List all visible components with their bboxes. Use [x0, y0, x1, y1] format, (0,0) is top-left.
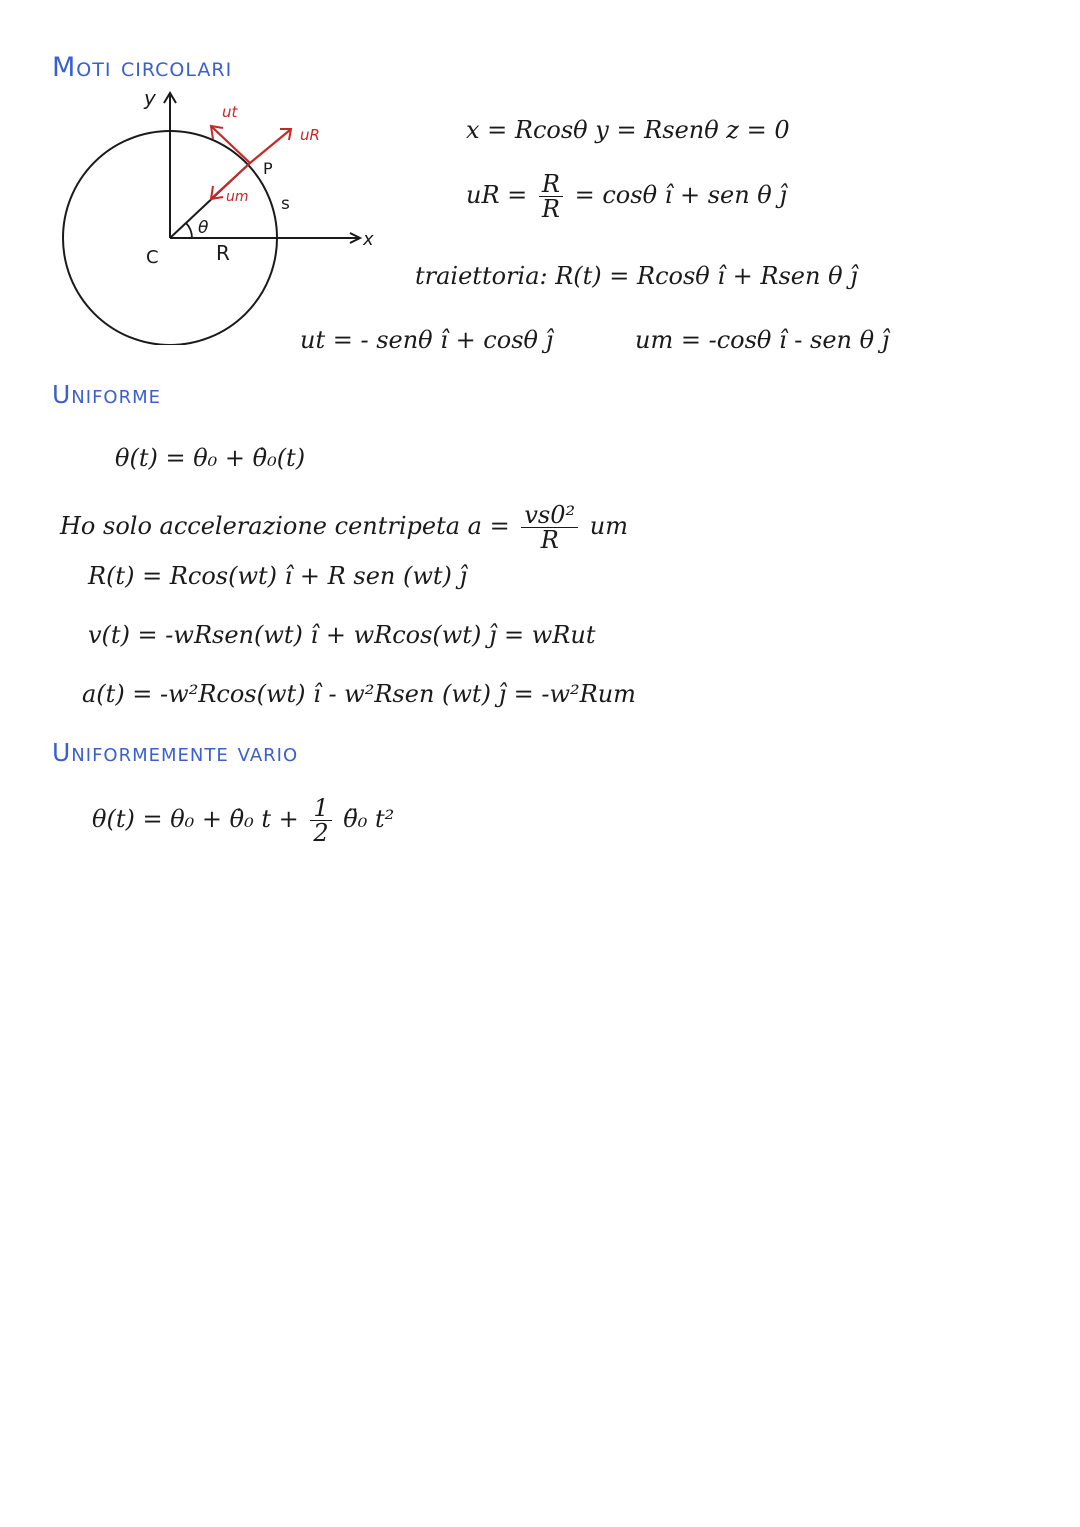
trajectory-equation: traiettoria: R(t) = Rcosθ î + Rsen θ ĵ [415, 262, 858, 290]
um-equation: um = -cosθ î - sen θ ĵ [635, 326, 890, 354]
label-p: P [263, 159, 273, 178]
label-ur: uR [300, 126, 320, 144]
ut-equation: ut = - senθ î + cosθ ĵ [300, 326, 554, 354]
section-uniforme: Uniforme [52, 380, 162, 409]
circle-diagram [60, 85, 400, 345]
label-y: y [144, 86, 156, 110]
label-theta: θ [198, 218, 209, 238]
label-x: x [363, 229, 374, 250]
label-s: s [281, 194, 290, 214]
label-r: R [216, 241, 230, 265]
accel-fraction-den: R [540, 526, 559, 554]
position-uniform-equation: R(t) = Rcos(wt) î + R sen (wt) ĵ [88, 562, 467, 590]
section-vario: Uniformemente vario [52, 738, 299, 767]
label-ut: ut [222, 103, 238, 121]
half-fraction [310, 796, 331, 845]
theta-varied-rhs: θ̈₀ t² [343, 805, 395, 833]
acceleration-uniform-equation: a(t) = -w²Rcos(wt) î - w²Rsen (wt) ĵ = -w²Rum [82, 680, 636, 708]
coordinates-equation: x = Rcosθ y = Rsenθ z = 0 [466, 116, 790, 144]
theta-arc [186, 223, 192, 238]
centripetal-acceleration-line [60, 503, 628, 552]
accel-unit: um [589, 512, 628, 540]
ur-lhs: uR = [466, 181, 528, 209]
accel-fraction [521, 503, 578, 552]
half-fraction-den: 2 [313, 819, 329, 847]
theta-varied-lhs: θ(t) = θ₀ + θ̇₀ t + [92, 805, 299, 833]
accel-text: Ho solo accelerazione centripeta a = [60, 512, 510, 540]
half-fraction-num: 1 [310, 796, 331, 821]
label-um: um [226, 189, 249, 205]
ur-fraction-den: R [541, 195, 560, 223]
ur-fraction [539, 172, 563, 221]
velocity-uniform-equation: v(t) = -wRsen(wt) î + wRcos(wt) ĵ = wRut [88, 621, 596, 649]
label-c: C [146, 247, 159, 268]
ur-equation [466, 172, 787, 221]
theta-uniform-equation: θ(t) = θ₀ + θ̇₀(t) [115, 444, 306, 472]
accel-fraction-num: vs0² [521, 503, 578, 528]
ur-fraction-num: R [539, 172, 563, 197]
ur-rhs: = cosθ î + sen θ ĵ [574, 181, 787, 209]
theta-varied-equation [92, 796, 394, 845]
page-title: Moti circolari [52, 52, 233, 83]
ut-vector [212, 127, 250, 163]
